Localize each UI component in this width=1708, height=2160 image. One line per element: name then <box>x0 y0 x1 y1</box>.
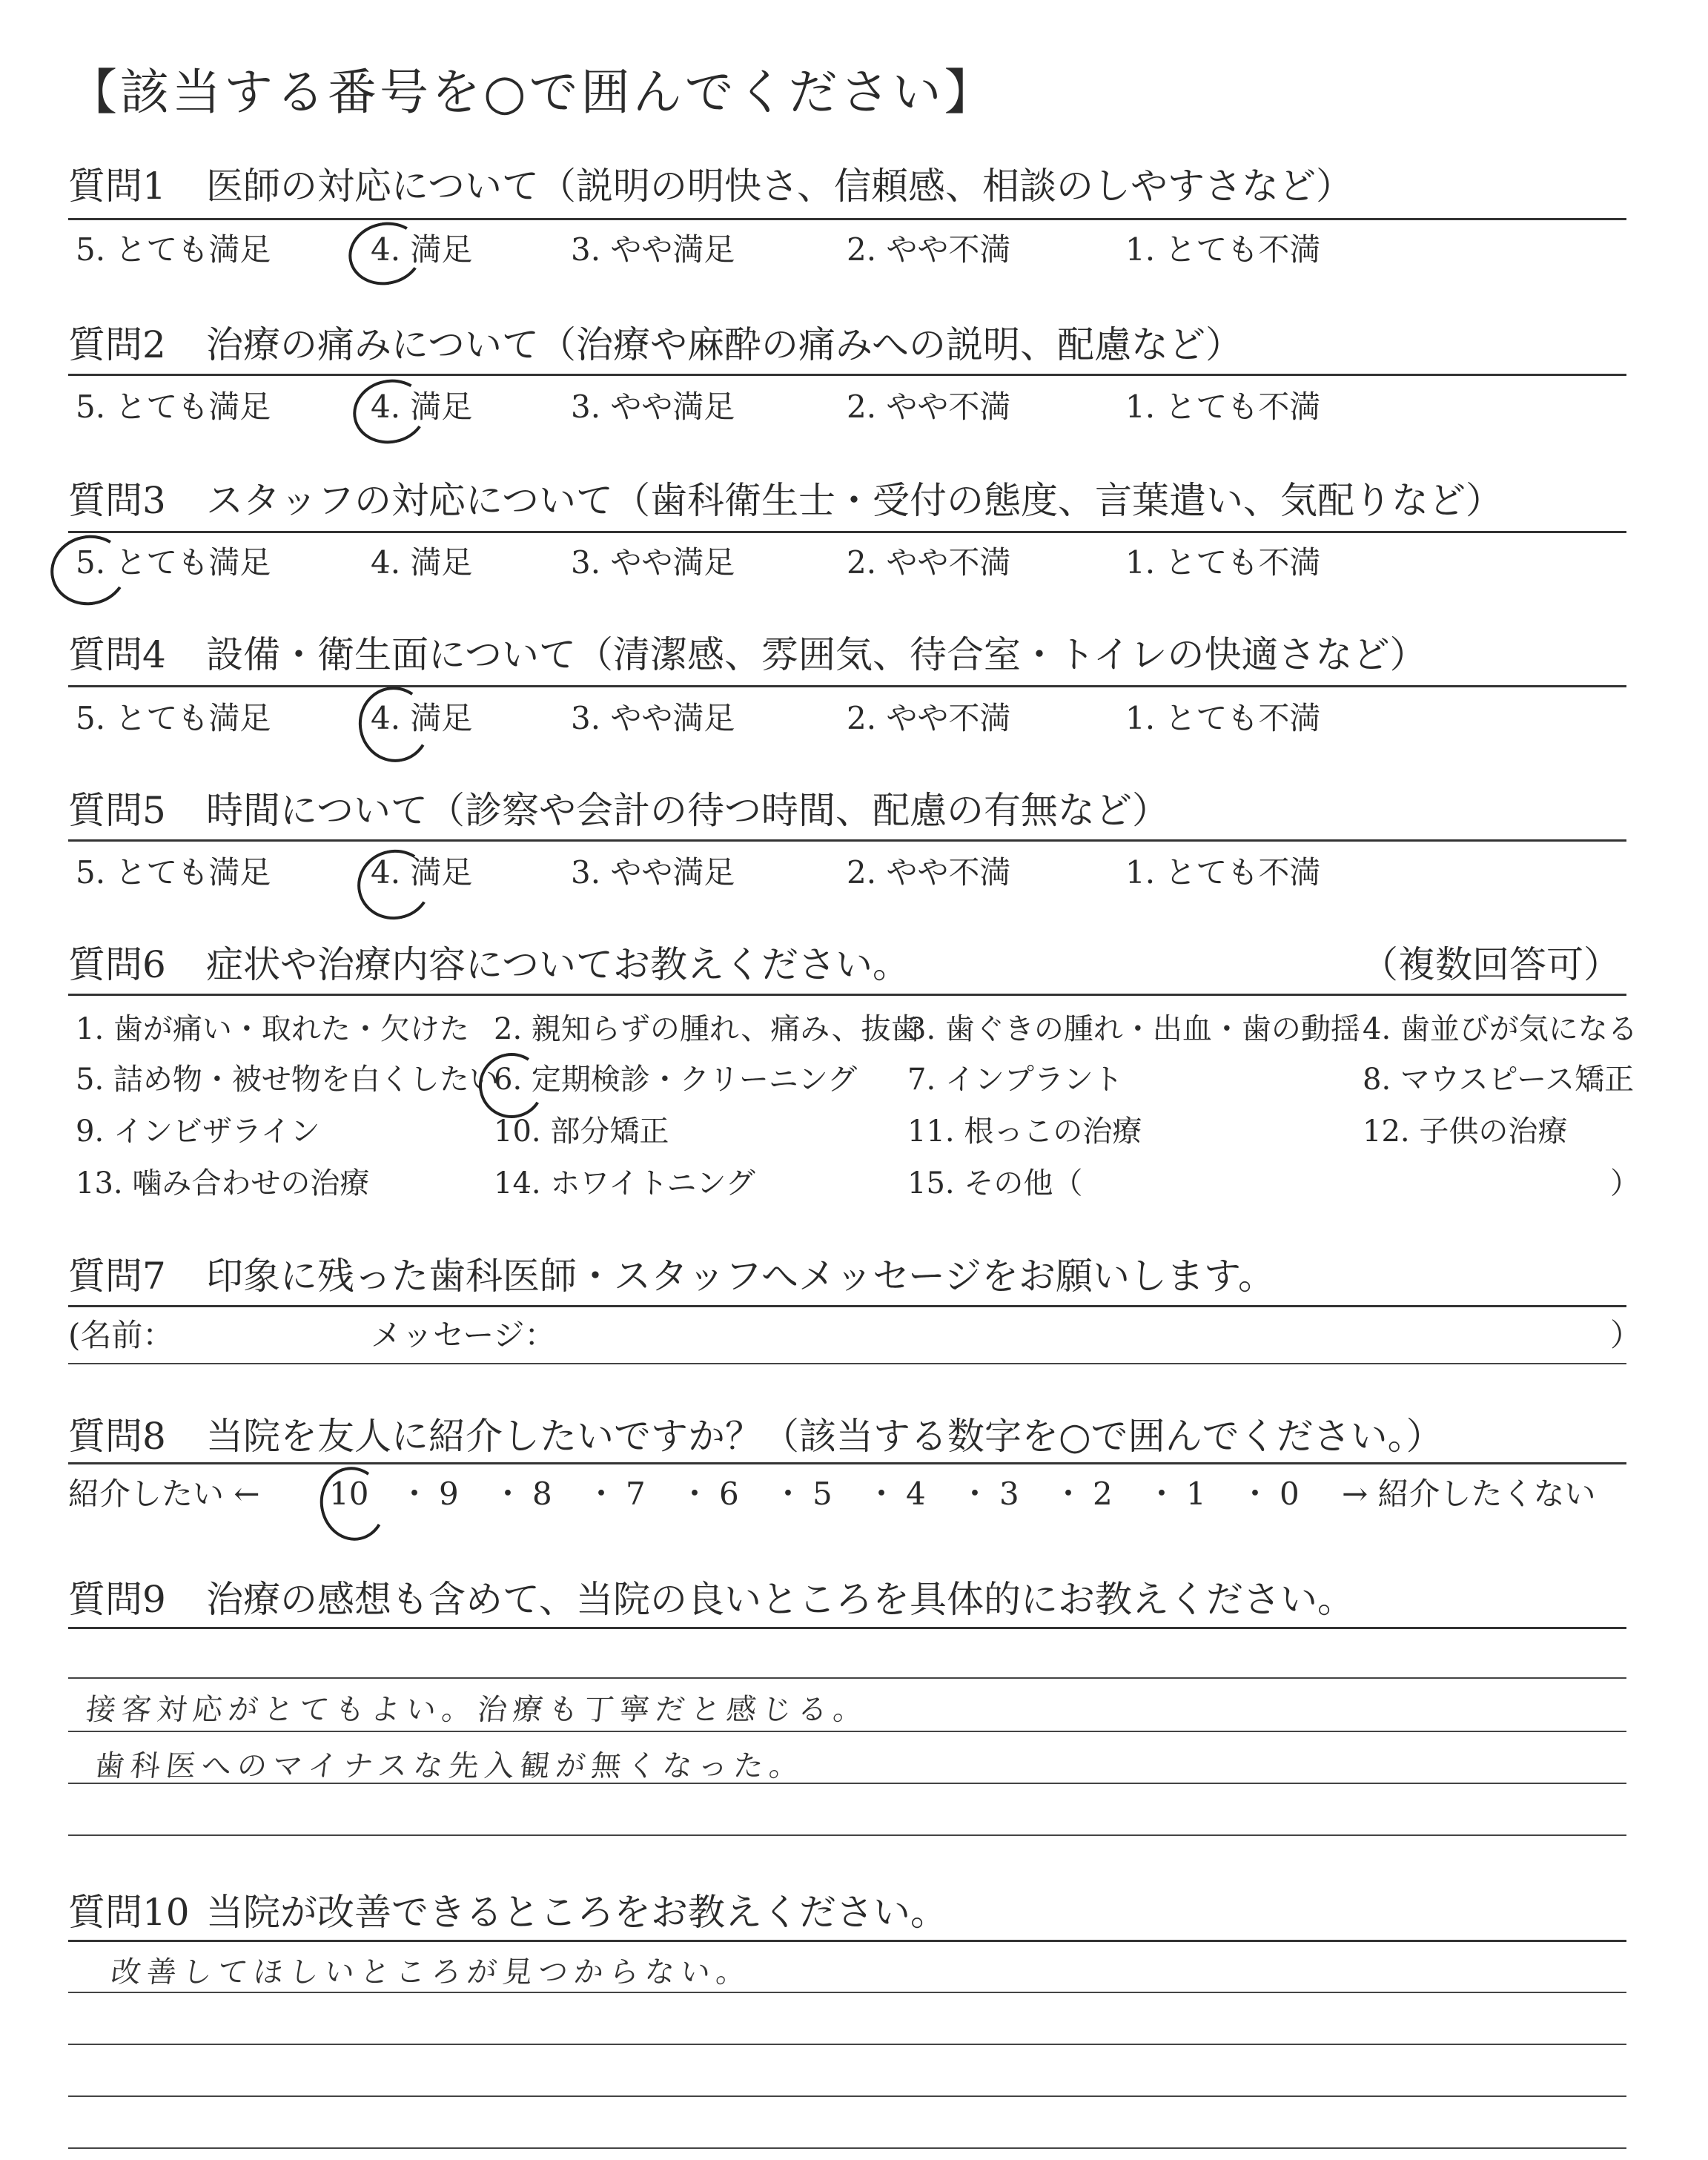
question-3-rule <box>68 531 1626 533</box>
q8-dot: ・ <box>1239 1476 1271 1512</box>
question-6-text: 症状や治療内容についてお教えください。 <box>206 943 910 986</box>
question-3-text: スタッフの対応について（歯科衛生士・受付の態度、言葉遣い、気配りなど） <box>206 479 1503 522</box>
q7-answer-line <box>68 1363 1626 1364</box>
q6-option-13[interactable]: 13. 噛み合わせの治療 <box>76 1166 370 1200</box>
q10-answer-line-4 <box>68 2147 1626 2149</box>
q8-dot: ・ <box>399 1476 431 1512</box>
q9-handwritten-answer-2: 歯科医へのマイナスな先入観が無くなった。 <box>93 1749 807 1783</box>
q2-option-5[interactable]: 5. とても満足 <box>76 389 271 425</box>
q8-value-3[interactable]: 3 <box>999 1476 1019 1512</box>
q10-answer-line-3 <box>68 2095 1626 2097</box>
question-5-text: 時間について（診察や会計の待つ時間、配慮の有無など） <box>206 789 1169 832</box>
q9-answer-line-4 <box>68 1834 1626 1836</box>
q6-option-15[interactable]: 15. その他（ <box>907 1166 1083 1200</box>
q8-dot: ・ <box>1053 1476 1085 1512</box>
q6-option-12[interactable]: 12. 子供の治療 <box>1363 1114 1568 1149</box>
q10-answer-line-1 <box>68 1992 1626 1993</box>
question-7-title <box>68 1255 1275 1298</box>
q5-option-1[interactable]: 1. とても不満 <box>1125 854 1321 891</box>
q6-option-7[interactable]: 7. インプラント <box>907 1063 1123 1097</box>
question-3-title <box>68 479 1503 522</box>
question-4-text: 設備・衛生面について（清潔感、雰囲気、待合室・トイレの快適さなど） <box>206 633 1427 676</box>
q1-option-1[interactable]: 1. とても不満 <box>1125 231 1321 268</box>
question-2-rule <box>68 374 1626 376</box>
question-8-text: 当院を友人に紹介したいですか？（該当する数字を○で囲んでください。） <box>206 1415 1443 1458</box>
q5-option-3[interactable]: 3. やや満足 <box>571 854 735 891</box>
q10-handwritten-answer-1: 改善してほしいところが見つからない。 <box>109 1955 754 1989</box>
q2-option-4[interactable]: 4. 満足 <box>371 389 473 425</box>
q4-option-3[interactable]: 3. やや満足 <box>571 700 735 736</box>
question-9-text: 治療の感想も含めて、当院の良いところを具体的にお教えください。 <box>206 1578 1354 1621</box>
q1-selection-circle <box>342 216 428 292</box>
q3-option-4[interactable]: 4. 満足 <box>371 544 473 581</box>
q6-option-6[interactable]: 6. 定期検診・クリーニング <box>494 1063 858 1097</box>
q8-value-2[interactable]: 2 <box>1093 1476 1113 1512</box>
q7-message-label: メッセージ： <box>371 1317 556 1353</box>
q9-answer-line-2 <box>68 1731 1626 1732</box>
q8-selection-circle <box>314 1461 393 1547</box>
q7-name-label: (名前： <box>68 1317 174 1353</box>
q8-value-4[interactable]: 4 <box>906 1476 926 1512</box>
q6-option-9[interactable]: 9. インビザライン <box>76 1114 320 1149</box>
q8-value-7[interactable]: 7 <box>626 1476 646 1512</box>
question-8-rule <box>68 1462 1626 1464</box>
question-10-text: 当院が改善できるところをお教えください。 <box>206 1891 947 1934</box>
q8-dot: ・ <box>586 1476 618 1512</box>
q8-dot: ・ <box>959 1476 991 1512</box>
q2-option-1[interactable]: 1. とても不満 <box>1125 389 1321 425</box>
q3-selection-circle <box>44 528 133 612</box>
question-7-number: 質問7 <box>68 1255 166 1298</box>
q3-option-3[interactable]: 3. やや満足 <box>571 544 735 581</box>
question-4-rule <box>68 685 1626 687</box>
q6-selection-circle <box>473 1047 550 1124</box>
q8-value-5[interactable]: 5 <box>812 1476 833 1512</box>
q1-option-4[interactable]: 4. 満足 <box>371 231 473 268</box>
instruction-header: 【該当する番号を○で囲んでください】 <box>68 64 996 121</box>
q8-value-0[interactable]: 0 <box>1280 1476 1300 1512</box>
q1-option-2[interactable]: 2. やや不満 <box>847 231 1011 268</box>
q6-option-4[interactable]: 4. 歯並びが気になる <box>1363 1012 1638 1046</box>
q3-option-2[interactable]: 2. やや不満 <box>847 544 1011 581</box>
q5-option-2[interactable]: 2. やや不満 <box>847 854 1011 891</box>
q6-option-2[interactable]: 2. 親知らずの腫れ、痛み、抜歯 <box>494 1012 921 1046</box>
question-2-text: 治療の痛みについて（治療や麻酔の痛みへの説明、配慮など） <box>206 323 1242 366</box>
q2-selection-circle <box>347 373 433 451</box>
question-1-text: 医師の対応について（説明の明快さ、信頼感、相談のしやすさなど） <box>206 165 1353 208</box>
q6-option-1[interactable]: 1. 歯が痛い・取れた・欠けた <box>76 1012 469 1046</box>
q4-selection-circle <box>351 680 437 769</box>
q9-answer-line-1 <box>68 1677 1626 1679</box>
question-10-title <box>68 1891 947 1934</box>
q8-value-9[interactable]: 9 <box>439 1476 459 1512</box>
question-10-number: 質問10 <box>68 1891 190 1934</box>
q2-option-3[interactable]: 3. やや満足 <box>571 389 735 425</box>
question-5-title <box>68 789 1169 832</box>
q4-option-1[interactable]: 1. とても不満 <box>1125 700 1321 736</box>
question-9-title <box>68 1578 1354 1621</box>
question-4-title <box>68 633 1427 676</box>
q5-option-5[interactable]: 5. とても満足 <box>76 854 271 891</box>
question-2-title <box>68 323 1242 366</box>
question-1-rule <box>68 218 1626 220</box>
q5-option-4[interactable]: 4. 満足 <box>371 854 473 891</box>
q8-dot: ・ <box>772 1476 804 1512</box>
q4-option-4[interactable]: 4. 満足 <box>371 700 473 736</box>
q6-option-3[interactable]: 3. 歯ぐきの腫れ・出血・歯の動揺 <box>907 1012 1360 1046</box>
q8-value-6[interactable]: 6 <box>719 1476 739 1512</box>
question-6-title <box>68 943 910 986</box>
question-6-rule <box>68 994 1626 996</box>
q8-right-label: → 紹介したくない <box>1342 1476 1596 1512</box>
q2-option-2[interactable]: 2. やや不満 <box>847 389 1011 425</box>
q6-option-14[interactable]: 14. ホワイトニング <box>494 1166 755 1200</box>
q8-value-10[interactable]: 10 <box>329 1476 369 1512</box>
q8-dot: ・ <box>492 1476 524 1512</box>
question-6-note: （複数回答可） <box>1361 943 1621 986</box>
q6-option-5[interactable]: 5. 詰め物・被せ物を白くしたい <box>76 1063 499 1097</box>
question-7-text: 印象に残った歯科医師・スタッフへメッセージをお願いします。 <box>206 1255 1275 1298</box>
question-8-number: 質問8 <box>68 1415 166 1458</box>
q9-handwritten-answer-1: 接客対応がとてもよい。治療も丁寧だと感じる。 <box>84 1693 871 1727</box>
question-1-title <box>68 165 1353 208</box>
q1-option-3[interactable]: 3. やや満足 <box>571 231 735 268</box>
question-10-rule <box>68 1940 1626 1942</box>
q8-value-1[interactable]: 1 <box>1186 1476 1206 1512</box>
q4-option-2[interactable]: 2. やや不満 <box>847 700 1011 736</box>
q10-answer-line-2 <box>68 2044 1626 2045</box>
question-2-number: 質問2 <box>68 323 166 366</box>
q8-dot: ・ <box>679 1476 711 1512</box>
question-8-title <box>68 1415 1443 1458</box>
question-6-number: 質問6 <box>68 943 166 986</box>
question-4-number: 質問4 <box>68 633 166 676</box>
question-9-rule <box>68 1627 1626 1629</box>
q8-left-label: 紹介したい ← <box>68 1476 260 1512</box>
q6-other-close: ） <box>1610 1166 1640 1200</box>
question-7-rule <box>68 1305 1626 1307</box>
q6-option-8[interactable]: 8. マウスピース矯正 <box>1363 1063 1635 1097</box>
q8-value-8[interactable]: 8 <box>532 1476 552 1512</box>
q6-option-11[interactable]: 11. 根っこの治療 <box>907 1114 1142 1149</box>
question-5-number: 質問5 <box>68 789 166 832</box>
q3-option-1[interactable]: 1. とても不満 <box>1125 544 1321 581</box>
q7-close-paren: ） <box>1610 1317 1642 1353</box>
q8-dot: ・ <box>1146 1476 1178 1512</box>
q1-option-5[interactable]: 5. とても満足 <box>76 231 271 268</box>
question-3-number: 質問3 <box>68 479 166 522</box>
q6-option-10[interactable]: 10. 部分矯正 <box>494 1114 669 1149</box>
q3-option-5[interactable]: 5. とても満足 <box>76 544 271 581</box>
q9-answer-line-3 <box>68 1783 1626 1784</box>
question-9-number: 質問9 <box>68 1578 166 1621</box>
q8-dot: ・ <box>866 1476 898 1512</box>
question-5-rule <box>68 839 1626 842</box>
question-1-number: 質問1 <box>68 165 166 208</box>
q4-option-5[interactable]: 5. とても満足 <box>76 700 271 736</box>
